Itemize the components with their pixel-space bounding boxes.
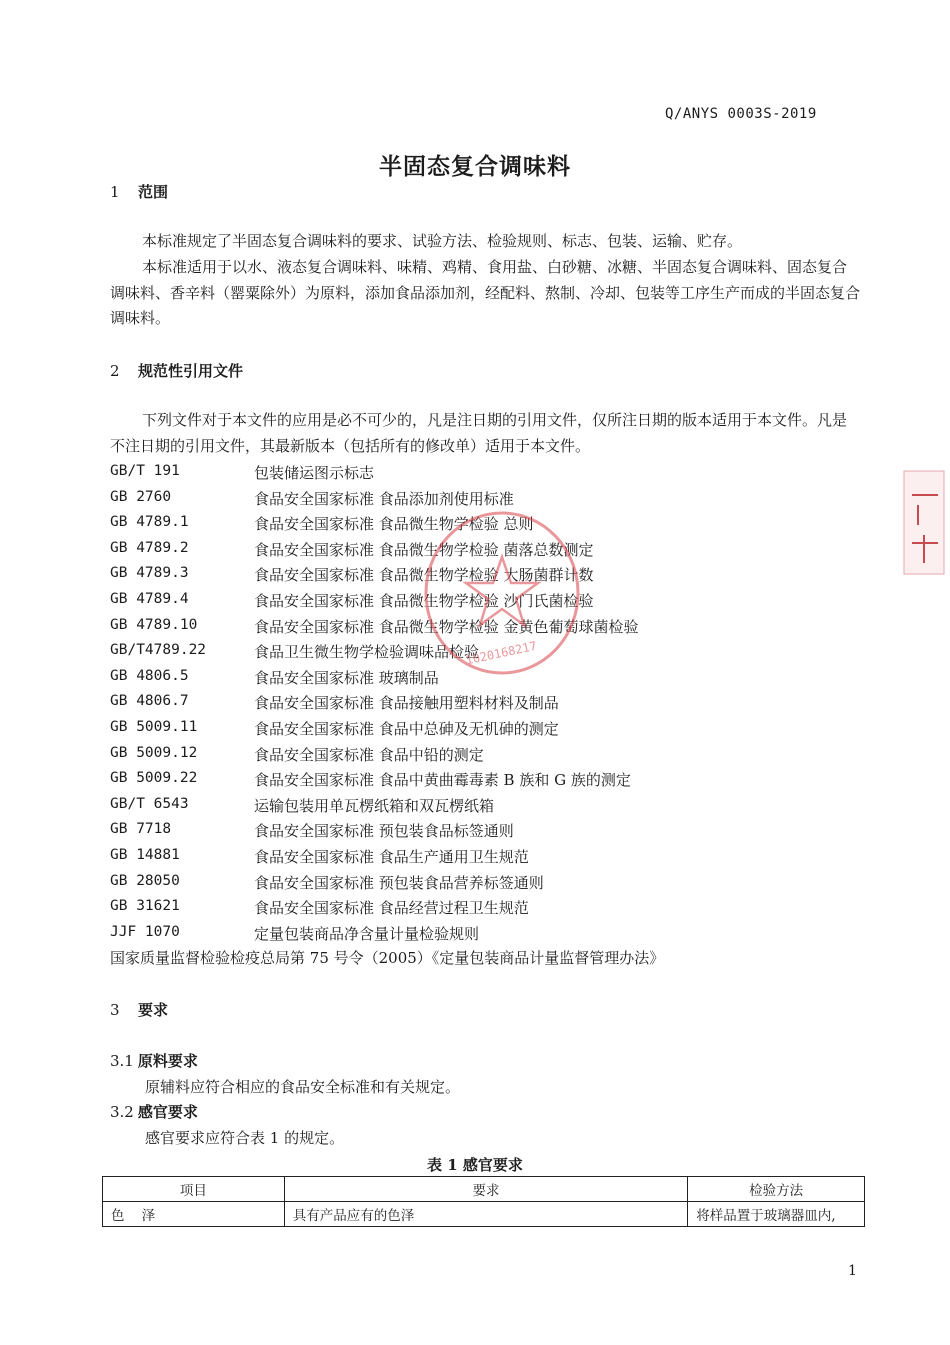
reference-code: JJF 1070 [110, 923, 180, 940]
section-number: 1 [110, 183, 120, 201]
section-3-heading [110, 999, 168, 1020]
company-seal-stamp [420, 505, 585, 680]
reference-code: GB 14881 [110, 847, 180, 863]
sensory-requirement-text: 感官要求应符合表 1 的规定。 [145, 1129, 345, 1147]
reference-title: 食品安全国家标准 玻璃制品 [254, 668, 439, 687]
section-number: 3 [110, 1001, 120, 1019]
reference-title: 食品安全国家标准 食品微生物学检验 菌落总数测定 [254, 540, 594, 559]
reference-code: GB 4806.5 [110, 667, 189, 684]
table-header-row [103, 1177, 865, 1202]
table-cell: 色 泽 [103, 1202, 285, 1227]
document-code: Q/ANYS 0003S-2019 [665, 106, 817, 122]
seal-star [466, 557, 538, 625]
subsection-number: 3.1 [110, 1052, 134, 1070]
reference-code: GB 4789.3 [110, 565, 189, 582]
edge-seal-fragment [898, 465, 950, 580]
subsection-number: 3.2 [110, 1103, 134, 1121]
subsection-3-1-heading [110, 1050, 198, 1071]
reference-code: GB 7718 [110, 821, 172, 838]
reference-title: 食品安全国家标准 食品经营过程卫生规范 [254, 899, 529, 918]
reference-code: GB 31621 [110, 898, 180, 915]
table-cell: 将样品置于玻璃器皿内, [688, 1202, 865, 1227]
reference-title: 食品安全国家标准 食品微生物学检验 大肠菌群计数 [254, 566, 594, 585]
reference-title: 食品安全国家标准 食品中总砷及无机砷的测定 [254, 720, 559, 738]
reference-code: GB 4789.1 [110, 514, 189, 531]
reference-code: GB 4789.2 [110, 539, 189, 556]
reference-title: 食品安全国家标准 食品微生物学检验 金黄色葡萄球菌检验 [254, 617, 639, 636]
reference-code: GB/T 191 [110, 463, 180, 479]
reference-title: 运输包装用单瓦楞纸箱和双瓦楞纸箱 [254, 796, 495, 815]
reference-code: GB/T4789.22 [110, 642, 207, 659]
references-intro: 下列文件对于本文件的应用是必不可少的，凡是注日期的引用文件，仅所注日期的版本适用于本文件。凡是不注日期的引用文件，其最新版本（包括所有的修改单）适用于本文件。 [110, 411, 848, 455]
reference-title: 食品安全国家标准 食品微生物学检验 沙门氏菌检验 [254, 592, 594, 610]
section-number: 2 [110, 362, 120, 380]
reference-code: GB/T 6543 [110, 795, 189, 812]
scope-paragraph-2: 本标准适用于以水、液态复合调味料、味精、鸡精、食用盐、白砂糖、冰糖、半固态复合调味料、固态复合调味料、香辛料（罂粟除外）为原料，添加食品添加剂，经配料、熬制、冷却、包装等工序生产而成的半固态复合调味料。 [110, 258, 861, 327]
subsection-3-2-heading [110, 1101, 198, 1122]
reference-title: 食品安全国家标准 食品添加剂使用标准 [254, 489, 514, 508]
table-caption: 表 1 感官要求 [427, 1156, 523, 1174]
section-title: 范围 [138, 183, 169, 201]
reference-code: GB 4806.7 [110, 693, 189, 710]
reference-title: 食品安全国家标准 预包装食品标签通则 [254, 822, 514, 841]
reference-code: GB 28050 [110, 872, 180, 889]
reference-code: GB 4789.10 [110, 616, 198, 633]
reference-title: 食品安全国家标准 食品生产通用卫生规范 [254, 848, 529, 866]
column-header-requirement: 要求 [284, 1177, 687, 1202]
reference-title: 食品安全国家标准 预包装食品营养标签通则 [254, 873, 544, 892]
reference-title: 食品卫生微生物学检验调味品检验 [254, 643, 480, 662]
reference-code: GB 5009.12 [110, 744, 198, 761]
sensory-requirements-table [102, 1176, 865, 1227]
reference-code: GB 2760 [110, 488, 172, 505]
section-title: 规范性引用文件 [138, 362, 244, 380]
reference-code: GB 5009.22 [110, 770, 198, 787]
column-header-method: 检验方法 [688, 1177, 865, 1202]
reference-code: GB 5009.11 [110, 719, 198, 735]
subsection-title: 原料要求 [137, 1052, 198, 1070]
reference-title: 食品安全国家标准 食品接触用塑料材料及制品 [254, 694, 559, 713]
raw-material-requirement: 原辅料应符合相应的食品安全标准和有关规定。 [145, 1078, 461, 1096]
column-header-item: 项目 [103, 1177, 285, 1202]
seal-number: 1020168217 [464, 638, 538, 668]
reference-title: 食品安全国家标准 食品微生物学检验 总则 [254, 515, 534, 534]
subsection-title: 感官要求 [137, 1103, 198, 1121]
section-1-heading [110, 181, 168, 202]
section-2-heading [110, 360, 243, 381]
decree-reference: 国家质量监督检验检疫总局第 75 号令（2005）《定量包装商品计量监督管理办法》 [110, 949, 665, 967]
table-row [103, 1202, 865, 1227]
reference-code: GB 4789.4 [110, 591, 189, 607]
reference-title: 包装储运图示标志 [254, 464, 375, 482]
reference-title: 食品安全国家标准 食品中黄曲霉毒素 B 族和 G 族的测定 [254, 771, 631, 790]
reference-title: 定量包装商品净含量计量检验规则 [254, 924, 480, 943]
scope-paragraph-1: 本标准规定了半固态复合调味料的要求、试验方法、检验规则、标志、包装、运输、贮存。 [142, 232, 743, 250]
table-cell: 具有产品应有的色泽 [284, 1202, 687, 1227]
section-title: 要求 [138, 1001, 169, 1019]
document-title: 半固态复合调味料 [379, 153, 571, 180]
reference-title: 食品安全国家标准 食品中铅的测定 [254, 745, 484, 764]
page-number: 1 [848, 1263, 857, 1279]
